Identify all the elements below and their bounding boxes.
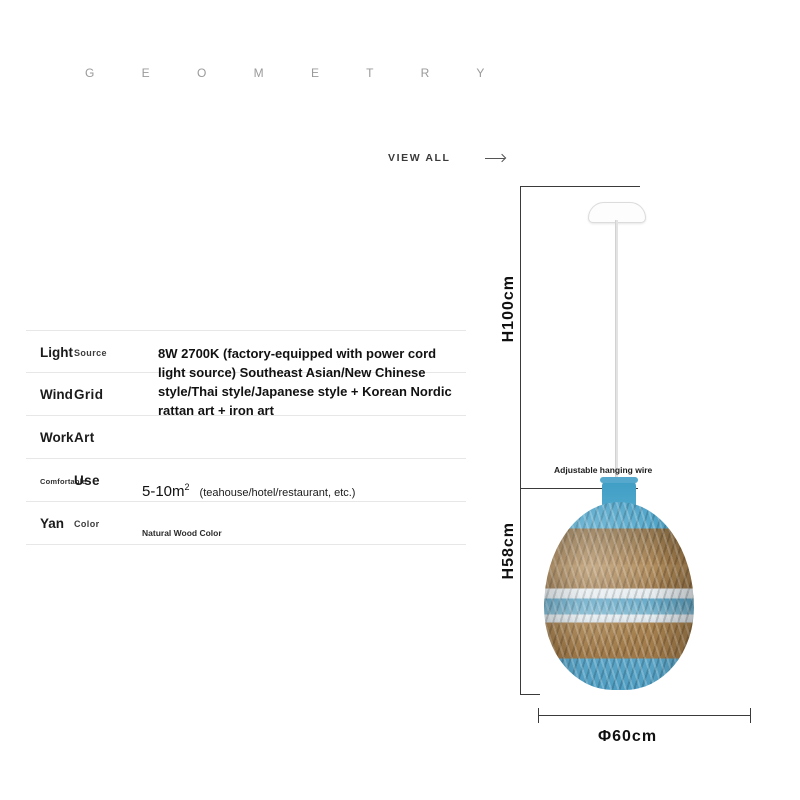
spec-description: 8W 2700K (factory-equipped with power cord light source) Southeast Asian/New Chinese style/Thai style/Japanese style + Korean Nordic rattan art + iron art xyxy=(158,346,452,418)
arrow-right-icon xyxy=(485,158,505,159)
dim-label-h58: H58cm xyxy=(500,522,517,580)
spec-label-light: Light xyxy=(40,345,73,360)
spec-sublabel-art: Art xyxy=(74,430,95,445)
brand-title: G E O M E T R Y xyxy=(85,66,507,80)
shade-body xyxy=(544,502,694,690)
view-all-label: VIEW ALL xyxy=(388,152,451,164)
spec-label-yan: Yan xyxy=(40,516,65,531)
spec-sublabel-grid: Grid xyxy=(74,387,104,402)
table-row xyxy=(26,416,466,459)
spec-value-use xyxy=(142,459,466,500)
dim-line-top xyxy=(520,186,521,488)
use-area-note: (teahouse/hotel/restaurant, etc.) xyxy=(199,487,356,499)
product-dimension-diagram xyxy=(470,170,780,770)
spec-value-empty-1 xyxy=(142,331,466,343)
hanging-cord-icon xyxy=(615,220,618,482)
shade-shading xyxy=(544,502,694,690)
dim-label-h100: H100cm xyxy=(500,275,517,343)
dim-line-width xyxy=(538,715,750,716)
spec-label-wind: Wind xyxy=(40,387,73,402)
spec-label-comfortable: Comfortable xyxy=(40,477,87,486)
dim-label-diameter: Φ60cm xyxy=(598,728,658,745)
color-value-text: Natural Wood Color xyxy=(142,528,222,538)
table-row xyxy=(26,459,466,502)
dim-tick-left xyxy=(538,708,539,723)
dim-tick-bottom xyxy=(520,694,540,695)
spec-sublabel-use: Use xyxy=(74,473,100,488)
spec-sublabel-color: Color xyxy=(74,519,100,529)
adjustable-wire-note: Adjustable hanging wire xyxy=(554,465,653,475)
dim-line-bottom xyxy=(520,488,521,694)
spec-value-color xyxy=(142,502,466,539)
spec-label-work: Work xyxy=(40,430,74,445)
spec-sublabel-source: Source xyxy=(74,348,107,358)
use-area-value: $5-10m^2$ xyxy=(142,482,190,500)
dim-tick-right xyxy=(750,708,751,723)
dim-tick-top xyxy=(520,186,640,187)
rattan-lamp-shade-icon xyxy=(544,480,694,690)
table-row xyxy=(26,502,466,545)
view-all-link[interactable] xyxy=(388,152,505,164)
